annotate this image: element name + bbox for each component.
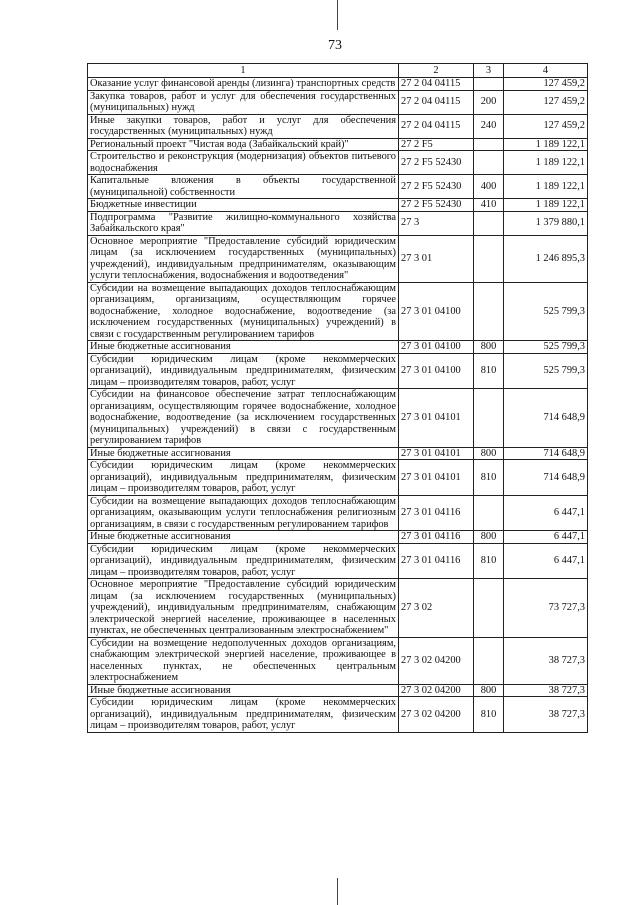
row-code-cell: 27 2 04 04115 xyxy=(399,90,474,114)
row-amount-cell: 1 189 122,1 xyxy=(504,199,588,212)
row-code-cell: 27 2 F5 52430 xyxy=(399,175,474,199)
table-row xyxy=(88,389,588,448)
row-code-cell: 27 3 01 04116 xyxy=(399,495,474,531)
row-amount-cell: 714 648,9 xyxy=(504,389,588,448)
row-type-cell xyxy=(474,495,504,531)
row-name-cell: Иные бюджетные ассигнования xyxy=(88,341,399,354)
table-row xyxy=(88,211,588,235)
row-amount-cell: 127 459,2 xyxy=(504,114,588,138)
row-amount-cell: 1 189 122,1 xyxy=(504,175,588,199)
row-name-cell: Капитальные вложения в объекты государственной (муниципальной) собственности xyxy=(88,175,399,199)
table-row xyxy=(88,282,588,341)
row-name-cell: Субсидии на финансовое обеспечение затрат теплоснабжающим организациям, осуществляющим горячее водоснабжение, холодное водоснабжение, водоотведение (за исключением государственных (муниципальных) учреждений) в связи с государственным регулированием тарифов xyxy=(88,389,399,448)
row-name-cell: Закупка товаров, работ и услуг для обеспечения государственных (муниципальных) нужд xyxy=(88,90,399,114)
row-name-cell: Иные закупки товаров, работ и услуг для обеспечения государственных (муниципальных) нужд xyxy=(88,114,399,138)
row-amount-cell: 714 648,9 xyxy=(504,447,588,460)
table-row xyxy=(88,531,588,544)
row-amount-cell: 38 727,3 xyxy=(504,697,588,733)
row-name-cell: Субсидии юридическим лицам (кроме некоммерческих организаций), индивидуальным предпринимателям, физическим лицам – производителям товаров, работ, услуг xyxy=(88,460,399,496)
row-name-cell: Субсидии юридическим лицам (кроме некоммерческих организаций), индивидуальным предпринимателям, физическим лицам – производителям товаров, работ, услуг xyxy=(88,353,399,389)
row-amount-cell: 127 459,2 xyxy=(504,78,588,91)
table-row xyxy=(88,199,588,212)
row-amount-cell: 1 379 880,1 xyxy=(504,211,588,235)
row-amount-cell: 6 447,1 xyxy=(504,543,588,579)
row-name-cell: Подпрограмма "Развитие жилищно-коммунального хозяйства Забайкальского края" xyxy=(88,211,399,235)
row-amount-cell: 73 727,3 xyxy=(504,579,588,638)
row-code-cell: 27 3 01 04101 xyxy=(399,460,474,496)
row-code-cell: 27 2 F5 xyxy=(399,138,474,151)
row-type-cell: 810 xyxy=(474,543,504,579)
row-code-cell: 27 3 01 04116 xyxy=(399,531,474,544)
header-cell-name: 1 xyxy=(88,64,399,78)
row-type-cell: 410 xyxy=(474,199,504,212)
row-type-cell: 800 xyxy=(474,684,504,697)
table-row xyxy=(88,637,588,684)
header-row xyxy=(88,64,588,78)
table-body xyxy=(88,78,588,733)
row-code-cell: 27 3 01 04100 xyxy=(399,341,474,354)
row-name-cell: Субсидии на возмещение недополученных доходов организациям, снабжающим электрической энергией население, проживающее в населенных пунктах, не обеспеченных центральным электроснабжением xyxy=(88,637,399,684)
row-code-cell: 27 3 01 04101 xyxy=(399,447,474,460)
table-row xyxy=(88,114,588,138)
row-name-cell: Региональный проект "Чистая вода (Забайкальский край)" xyxy=(88,138,399,151)
table-row xyxy=(88,684,588,697)
row-name-cell: Бюджетные инвестиции xyxy=(88,199,399,212)
table-row xyxy=(88,138,588,151)
row-type-cell: 200 xyxy=(474,90,504,114)
row-amount-cell: 714 648,9 xyxy=(504,460,588,496)
row-code-cell: 27 3 01 04101 xyxy=(399,389,474,448)
table-row xyxy=(88,235,588,282)
row-code-cell: 27 2 F5 52430 xyxy=(399,199,474,212)
row-type-cell xyxy=(474,637,504,684)
row-name-cell: Оказание услуг финансовой аренды (лизинга) транспортных средств xyxy=(88,78,399,91)
row-amount-cell: 1 189 122,1 xyxy=(504,138,588,151)
row-amount-cell: 525 799,3 xyxy=(504,353,588,389)
row-name-cell: Основное мероприятие "Предоставление субсидий юридическим лицам (за исключением государственных (муниципальных) учреждений), индивидуальным предпринимателям, снабжающим электрической энергией население, проживающее в населенных пунктах, не обеспеченных централизованным электроснабжением" xyxy=(88,579,399,638)
row-amount-cell: 6 447,1 xyxy=(504,495,588,531)
row-code-cell: 27 2 04 04115 xyxy=(399,78,474,91)
page-number: 73 xyxy=(328,38,342,53)
row-name-cell: Иные бюджетные ассигнования xyxy=(88,531,399,544)
table-row xyxy=(88,495,588,531)
row-amount-cell: 525 799,3 xyxy=(504,341,588,354)
row-type-cell xyxy=(474,282,504,341)
row-amount-cell: 6 447,1 xyxy=(504,531,588,544)
row-type-cell: 400 xyxy=(474,175,504,199)
row-name-cell: Субсидии юридическим лицам (кроме некоммерческих организаций), индивидуальным предпринимателям, физическим лицам – производителям товаров, работ, услуг xyxy=(88,697,399,733)
table-row xyxy=(88,353,588,389)
row-name-cell: Субсидии на возмещение выпадающих доходов теплоснабжающим организациям, организациям, осуществляющим горячее водоснабжение, холодное водоснабжение, водоотведение (за исключением государственных (муниципальных) учреждений) в связи с государственным регулированием тарифов xyxy=(88,282,399,341)
row-code-cell: 27 3 01 04116 xyxy=(399,543,474,579)
row-code-cell: 27 2 04 04115 xyxy=(399,114,474,138)
row-type-cell xyxy=(474,151,504,175)
row-type-cell xyxy=(474,78,504,91)
row-type-cell: 800 xyxy=(474,531,504,544)
row-name-cell: Субсидии юридическим лицам (кроме некоммерческих организаций), индивидуальным предпринимателям, физическим лицам – производителям товаров, работ, услуг xyxy=(88,543,399,579)
table-row xyxy=(88,697,588,733)
row-type-cell xyxy=(474,579,504,638)
row-amount-cell: 1 189 122,1 xyxy=(504,151,588,175)
row-type-cell: 810 xyxy=(474,697,504,733)
header-cell-code: 2 xyxy=(399,64,474,78)
row-type-cell xyxy=(474,235,504,282)
row-type-cell: 240 xyxy=(474,114,504,138)
table-row xyxy=(88,543,588,579)
header-cell-amount: 4 xyxy=(504,64,588,78)
row-amount-cell: 525 799,3 xyxy=(504,282,588,341)
row-amount-cell: 1 246 895,3 xyxy=(504,235,588,282)
row-code-cell: 27 2 F5 52430 xyxy=(399,151,474,175)
row-type-cell: 800 xyxy=(474,341,504,354)
row-code-cell: 27 3 02 04200 xyxy=(399,637,474,684)
row-name-cell: Иные бюджетные ассигнования xyxy=(88,447,399,460)
binding-line-top xyxy=(337,0,338,30)
row-type-cell: 810 xyxy=(474,460,504,496)
table-row xyxy=(88,90,588,114)
row-name-cell: Основное мероприятие "Предоставление субсидий юридическим лицам (за исключением государственных (муниципальных) учреждений), индивидуальным предпринимателям, оказывающим услуги теплоснабжения, водоснабжения и водоотведения" xyxy=(88,235,399,282)
table-row xyxy=(88,460,588,496)
row-amount-cell: 127 459,2 xyxy=(504,90,588,114)
row-code-cell: 27 3 02 xyxy=(399,579,474,638)
row-code-cell: 27 3 02 04200 xyxy=(399,697,474,733)
table-row xyxy=(88,78,588,91)
table-row xyxy=(88,151,588,175)
row-amount-cell: 38 727,3 xyxy=(504,684,588,697)
row-name-cell: Строительство и реконструкция (модернизация) объектов питьевого водоснабжения xyxy=(88,151,399,175)
header-cell-type: 3 xyxy=(474,64,504,78)
row-code-cell: 27 3 01 04100 xyxy=(399,282,474,341)
row-code-cell: 27 3 02 04200 xyxy=(399,684,474,697)
row-type-cell: 800 xyxy=(474,447,504,460)
table-row xyxy=(88,175,588,199)
row-type-cell xyxy=(474,211,504,235)
row-type-cell xyxy=(474,389,504,448)
row-type-cell: 810 xyxy=(474,353,504,389)
row-amount-cell: 38 727,3 xyxy=(504,637,588,684)
row-code-cell: 27 3 01 xyxy=(399,235,474,282)
budget-table xyxy=(87,63,588,733)
table-row xyxy=(88,341,588,354)
row-code-cell: 27 3 xyxy=(399,211,474,235)
row-code-cell: 27 3 01 04100 xyxy=(399,353,474,389)
row-name-cell: Субсидии на возмещение выпадающих доходов теплоснабжающим организациям, оказывающим услуги теплоснабжения религиозным организациям, в связи с государственным регулированием тарифов xyxy=(88,495,399,531)
row-name-cell: Иные бюджетные ассигнования xyxy=(88,684,399,697)
row-type-cell xyxy=(474,138,504,151)
table-row xyxy=(88,447,588,460)
table-row xyxy=(88,579,588,638)
binding-line-bottom xyxy=(337,878,338,905)
